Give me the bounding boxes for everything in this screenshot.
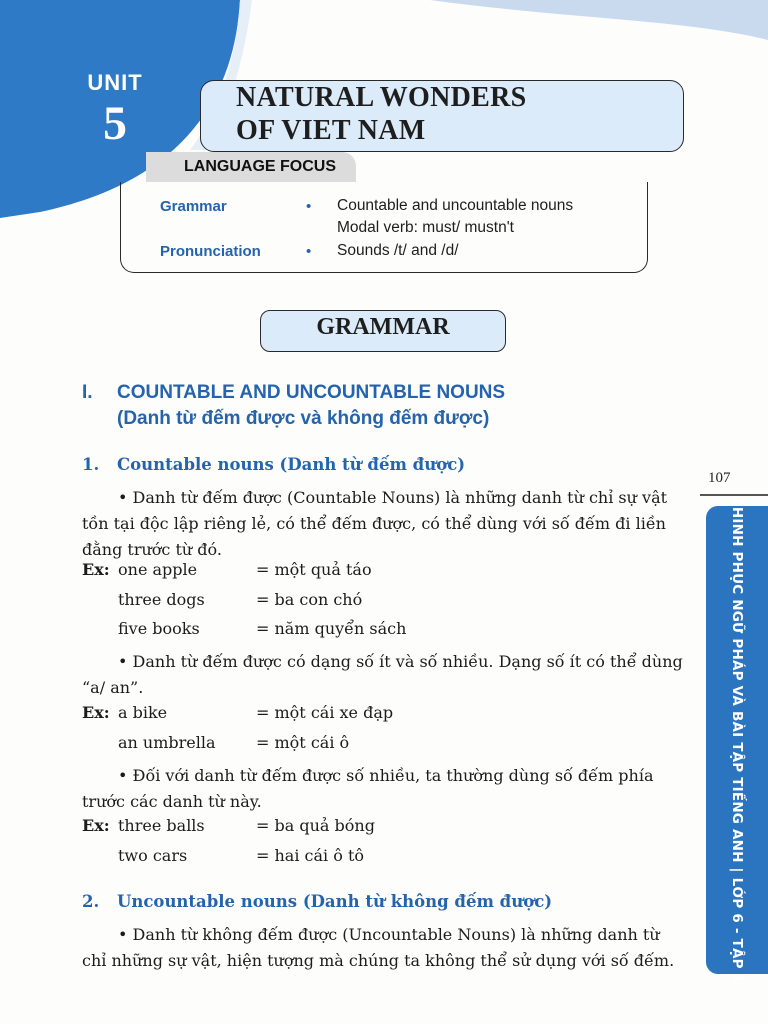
example-english: an umbrella (118, 733, 216, 752)
section-number: I. (82, 382, 93, 403)
page-number: 107 (708, 470, 731, 486)
paragraph-line: • Danh từ không đếm được (Uncountable Nouns) là những danh từ (118, 925, 660, 944)
paragraph-line: “a/ an”. (82, 678, 144, 697)
focus-key-pronunciation: Pronunciation (160, 243, 261, 260)
example-label: Ex: (82, 560, 110, 579)
example-english: three balls (118, 816, 205, 835)
unit-title-line-2: OF VIET NAM (236, 115, 426, 146)
focus-value: Modal verb: must/ mustn't (337, 219, 514, 236)
example-vietnamese: = năm quyển sách (256, 619, 407, 638)
example-vietnamese: = một quả táo (256, 560, 372, 579)
example-label: Ex: (82, 816, 110, 835)
unit-title-line-1: NATURAL WONDERS (236, 82, 527, 113)
example-vietnamese: = hai cái ô tô (256, 846, 365, 865)
page-divider (700, 494, 768, 496)
focus-bullet: • (306, 198, 312, 215)
focus-key-grammar: Grammar (160, 198, 227, 215)
grammar-title: GRAMMAR (316, 314, 450, 340)
example-vietnamese: = ba con chó (256, 590, 363, 609)
focus-value: Countable and uncountable nouns (337, 197, 574, 214)
focus-value: Sounds /t/ and /d/ (337, 242, 459, 259)
paragraph-line: trước các danh từ này. (82, 792, 262, 811)
unit-number: 5 (103, 97, 127, 150)
paragraph-line: tồn tại độc lập riêng lẻ, có thể đếm được, có thể dùng với số đếm đi liền (82, 514, 666, 533)
language-focus-label: LANGUAGE FOCUS (184, 158, 336, 175)
focus-bullet: • (306, 243, 312, 260)
example-vietnamese: = một cái ô (256, 733, 350, 752)
example-label: Ex: (82, 703, 110, 722)
paragraph-line: đằng trước từ đó. (82, 540, 222, 559)
unit-label: UNIT (87, 70, 143, 95)
paragraph-line: • Đối với danh từ đếm được số nhiều, ta thường dùng số đếm phía (118, 766, 654, 785)
example-english: a bike (118, 703, 168, 722)
example-english: two cars (118, 846, 188, 865)
section-title-line-2: (Danh từ đếm được và không đếm được) (117, 408, 490, 429)
section-title-line-1: COUNTABLE AND UNCOUNTABLE NOUNS (117, 382, 506, 403)
example-english: three dogs (118, 590, 205, 609)
subsection-title: Countable nouns (Danh từ đếm được) (117, 455, 466, 474)
paragraph-line: chỉ những sự vật, hiện tượng mà chúng ta không thể sử dụng với số đếm. (82, 951, 675, 970)
paragraph-line: • Danh từ đếm được (Countable Nouns) là những danh từ chỉ sự vật (118, 488, 668, 507)
example-english: five books (118, 619, 200, 638)
example-english: one apple (118, 560, 198, 579)
example-vietnamese: = một cái xe đạp (256, 703, 394, 722)
side-tab-text: CHINH PHỤC NGỮ PHÁP VÀ BÀI TẬP TIẾNG ANH | LỚP 6 - TẬP 1 (729, 496, 745, 984)
paragraph-line: • Danh từ đếm được có dạng số ít và số nhiều. Dạng số ít có thể dùng (118, 652, 683, 671)
subsection-number: 1. (82, 455, 100, 474)
example-vietnamese: = ba quả bóng (256, 816, 375, 835)
subsection-title: Uncountable nouns (Danh từ không đếm được) (117, 892, 553, 911)
subsection-number: 2. (82, 892, 100, 911)
